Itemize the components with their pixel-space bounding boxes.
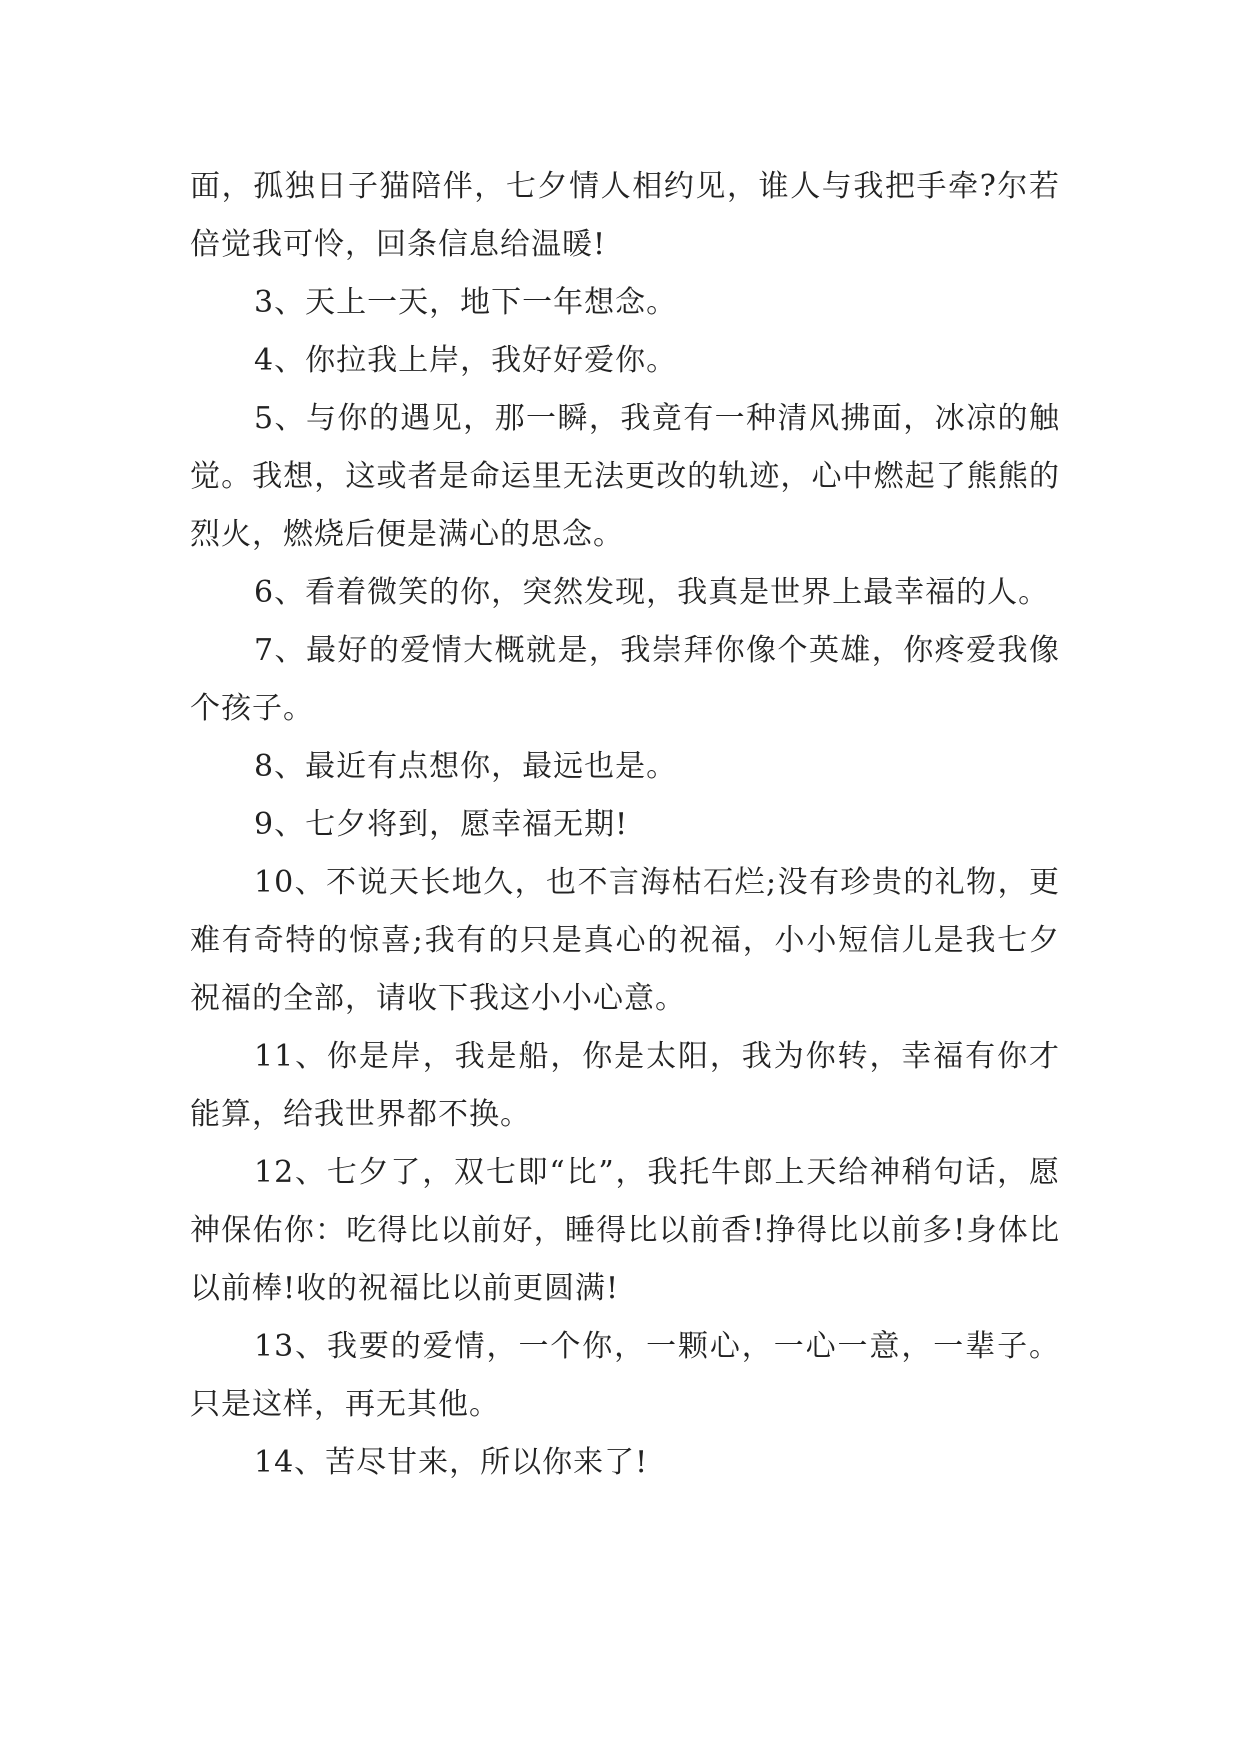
paragraph-item-9: 9、七夕将到，愿幸福无期!	[254, 807, 629, 842]
paragraph-item-6: 6、看着微笑的你，突然发现，我真是世界上最幸福的人。	[254, 575, 1050, 610]
paragraph-item-11: 11、你是岸，我是船，你是太阳，我为你转，幸福有你才能算，给我世界都不换。	[190, 1039, 1060, 1132]
paragraph-item-8: 8、最近有点想你，最远也是。	[254, 749, 678, 784]
paragraph-item-10: 10、不说天长地久，也不言海枯石烂;没有珍贵的礼物，更难有奇特的惊喜;我有的只是真心的祝福，小小短信儿是我七夕祝福的全部，请收下我这小小心意。	[190, 865, 1060, 1016]
paragraph-item-13: 13、我要的爱情，一个你，一颗心，一心一意，一辈子。只是这样，再无其他。	[190, 1329, 1060, 1422]
document-body	[190, 158, 1060, 1492]
paragraph-item-4: 4、你拉我上岸，我好好爱你。	[254, 343, 678, 378]
paragraph-continued: 面，孤独日子猫陪伴，七夕情人相约见，谁人与我把手牵?尔若倍觉我可怜，回条信息给温暖!	[190, 169, 1060, 262]
paragraph-item-5: 5、与你的遇见，那一瞬，我竟有一种清风拂面，冰凉的触觉。我想，这或者是命运里无法更改的轨迹，心中燃起了熊熊的烈火，燃烧后便是满心的思念。	[190, 401, 1060, 552]
paragraph-item-7: 7、最好的爱情大概就是，我崇拜你像个英雄，你疼爱我像个孩子。	[190, 633, 1060, 726]
paragraph-item-3: 3、天上一天，地下一年想念。	[254, 285, 678, 320]
paragraph-item-12: 12、七夕了，双七即“比”，我托牛郎上天给神稍句话，愿神保佑你：吃得比以前好，睡得比以前香!挣得比以前多!身体比以前棒!收的祝福比以前更圆满!	[190, 1155, 1060, 1306]
paragraph-item-14: 14、苦尽甘来，所以你来了!	[254, 1445, 649, 1480]
